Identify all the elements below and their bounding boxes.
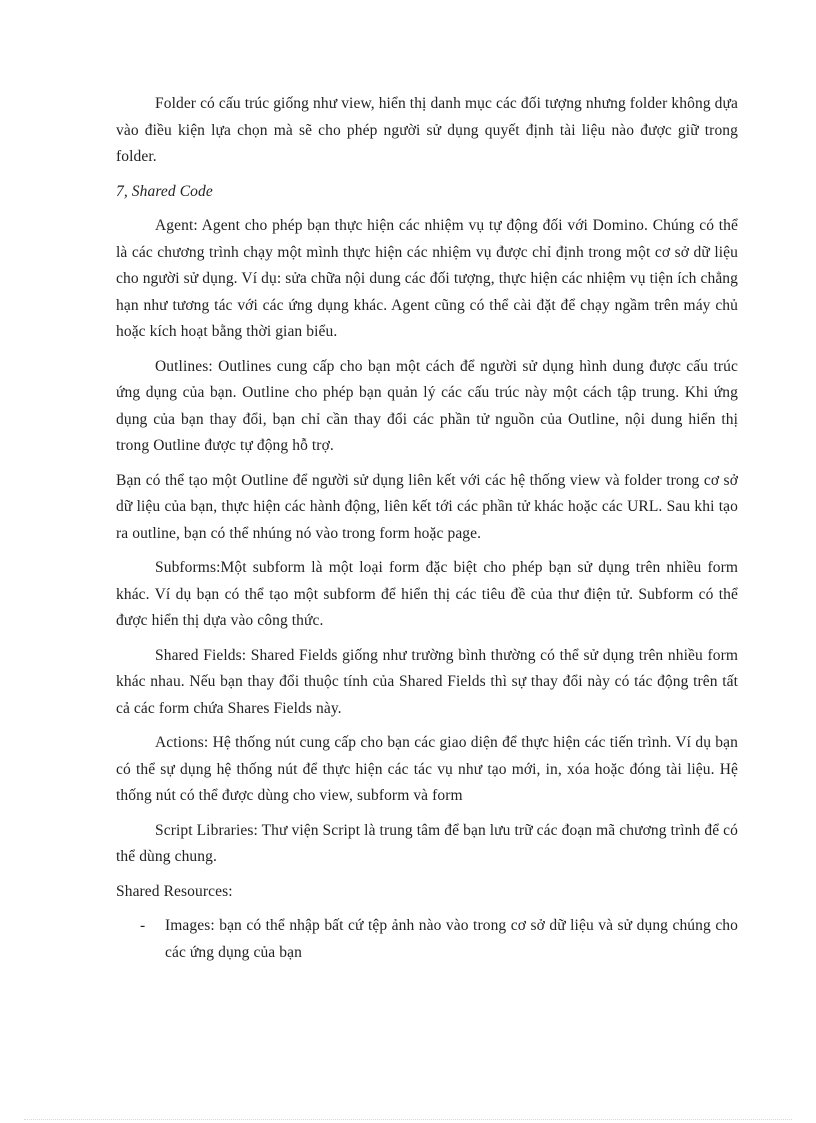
document-page (116, 91, 738, 966)
paragraph-actions: Actions: Hệ thống nút cung cấp cho bạn các giao diện để thực hiện các tiến trình. Ví dụ bạn có thể sự dụng hệ thống nút để thực hiện các tác vụ như tạo mới, in, xóa hoặc đóng tài liệu. Hệ thống nút có thể được dùng cho view, subform và form (116, 734, 738, 804)
list-item-text: Images: bạn có thể nhập bất cứ tệp ảnh nào vào trong cơ sở dữ liệu và sử dụng chúng cho các ứng dụng của bạn (165, 917, 738, 961)
paragraph-subforms: Subforms:Một subform là một loại form đặc biệt cho phép bạn sử dụng trên nhiều form khác. Ví dụ bạn có thể tạo một subform để hiển thị các tiêu đề của thư điện tử. Subform có thể được hiển thị dựa vào công thức. (116, 559, 738, 629)
list-item-images (116, 913, 738, 966)
paragraph-shared-resources: Shared Resources: (116, 882, 233, 900)
bullet-marker: - (140, 917, 146, 934)
section-heading-shared-code: 7, Shared Code (116, 182, 213, 200)
page-bottom-divider (24, 1119, 792, 1120)
paragraph-agent: Agent: Agent cho phép bạn thực hiện các nhiệm vụ tự động đối với Domino. Chúng có thể là các chương trình chạy một mình thực hiện các nhiệm vụ được chỉ định trong một cơ sở dữ liệu cho người sử dụng. Ví dụ: sửa chữa nội dung các đối tượng, thực hiện các nhiệm vụ tiện ích chẳng hạn như tương tác với các ứng dụng khác. Agent cũng có thể cài đặt để chạy ngầm trên máy chủ hoặc kích hoạt bằng thời gian biểu. (116, 217, 738, 340)
paragraph-outlines: Outlines: Outlines cung cấp cho bạn một cách để người sử dụng hình dung được cấu trúc ứng dụng của bạn. Outline cho phép bạn quản lý các cấu trúc này một cách tập trung. Khi ứng dụng của bạn thay đổi, bạn chỉ cần thay đổi các phần tử nguồn của Outline, nội dung hiển thị trong Outline được tự động hỗ trợ. (116, 357, 738, 454)
paragraph-shared-fields: Shared Fields: Shared Fields giống như trường bình thường có thể sử dụng trên nhiều form khác nhau. Nếu bạn thay đổi thuộc tính của Shared Fields thì sự thay đổi này có tác động trên tất cả các form chứa Shares Fields này. (116, 646, 738, 717)
paragraph-outline-create: Bạn có thể tạo một Outline để người sử dụng liên kết với các hệ thống view và folder trong cơ sở dữ liệu của bạn, thực hiện các hành động, liên kết tới các phần tử khác hoặc các URL. Sau khi tạo ra outline, bạn có thể nhúng nó vào trong form hoặc page. (116, 471, 738, 542)
paragraph-folder: Folder có cấu trúc giống như view, hiển thị danh mục các đối tượng nhưng folder không dựa vào điều kiện lựa chọn mà sẽ cho phép người sử dụng quyết định tài liệu nào được giữ trong folder. (116, 95, 738, 165)
paragraph-script-libraries: Script Libraries: Thư viện Script là trung tâm để bạn lưu trữ các đoạn mã chương trình để có thể dùng chung. (116, 821, 738, 865)
